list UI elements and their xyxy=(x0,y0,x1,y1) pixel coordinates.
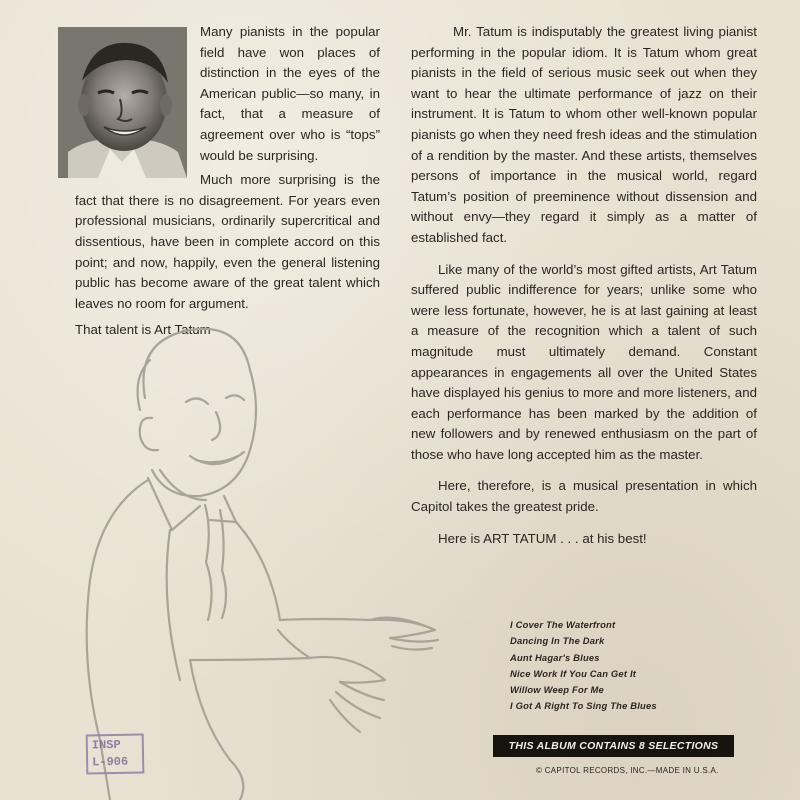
liner-paragraph-4: Here is ART TATUM . . . at his best! xyxy=(438,530,647,546)
track-item: I Got A Right To Sing The Blues xyxy=(510,700,657,712)
copyright-line: © CAPITOL RECORDS, INC.—MADE IN U.S.A. xyxy=(536,766,719,775)
liner-paragraph-3: Here, therefore, is a musical presentation in which Capitol takes the greatest pride. xyxy=(411,478,757,515)
liner-notes-column xyxy=(411,22,757,560)
stamp-line-2: L-906 xyxy=(92,754,129,770)
inspection-stamp xyxy=(86,733,145,774)
track-item: I Cover The Waterfront xyxy=(510,619,616,630)
track-item: Nice Work If You Can Get It xyxy=(510,667,637,679)
selections-banner: THIS ALBUM CONTAINS 8 SELECTIONS xyxy=(493,735,734,757)
stamp-line-1: INSP xyxy=(91,737,121,753)
pianist-sketch xyxy=(40,300,460,800)
liner-paragraph-2: Like many of the world’s most gifted artists, Art Tatum suffered public indifference for years; unlike some who were less fortunate, however, he is at last gaining at least a measure of the recognition which a talent of such magnitude must ultimately demand. Constant appearances in engagements all over the United States have displayed his genius to more and more listeners, and each performance has been marked by the addition of new followers and by renewed enthusiasm on the part of those who have long accepted him as the master. xyxy=(411,261,757,462)
intro-paragraph-1: Many pianists in the popular field have won places of distinction in the eyes of the American public—so many, in fact, that a measure of agreement over who is “tops” would be surprising. xyxy=(200,24,380,163)
track-list xyxy=(510,617,740,715)
track-item: Aunt Hagar's Blues xyxy=(510,651,600,663)
intro-paragraph-2: Much more surprising is the fact that there is no disagreement. For years even professional musicians, ordinarily supercritical and dissentious, have been in complete accord on this point; and now, happily, even the general listening public has become aware of the great talent which leaves no room for argument. xyxy=(75,172,380,311)
liner-paragraph-1: Mr. Tatum is indisputably the greatest living pianist performing in the popular idiom. It is Tatum whom great pianists in the field of serious music seek out when they want to hear the ultimate performance of jazz on their instrument. It is Tatum to whom other well-known popular pianists go when they need fresh ideas and the stimulation of a rendition by the master. And these artists, themselves persons of importance in the musical world, regard Tatum’s position of preeminence without dissension and without envy—they regard it simply as a matter of established fact. xyxy=(411,24,757,245)
intro-paragraph-3: That talent is Art Tatum xyxy=(75,322,211,338)
track-item: Dancing In The Dark xyxy=(510,635,605,647)
track-item: Willow Weep For Me xyxy=(510,684,604,696)
intro-column xyxy=(75,22,380,341)
